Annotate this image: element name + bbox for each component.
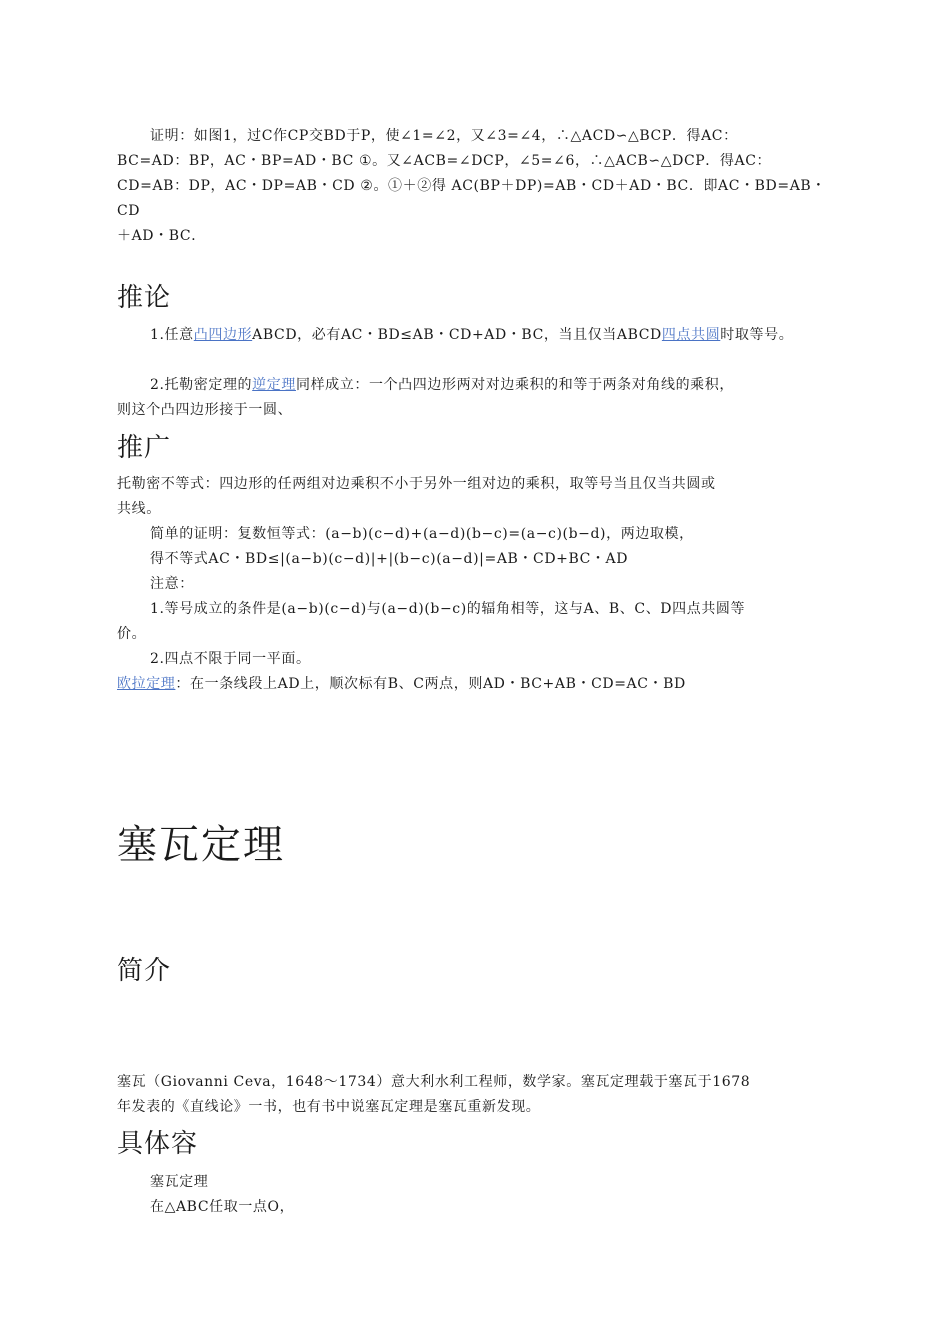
ceva-content-heading: 具体容	[117, 1129, 199, 1159]
ceva-intro-line-1: 塞瓦（Giovanni Ceva，1648～1734）意大利水利工程师，数学家。塞瓦定理载于塞瓦于1678	[117, 1074, 751, 1090]
note-1-line-1: 1.等号成立的条件是(a−b)(c−d)与(a−d)(b−c)的辐角相等，这与A、B、C、D四点共圆等	[150, 601, 746, 617]
ceva-intro-heading: 简介	[117, 956, 172, 986]
corollary-item-2-line-2: 则这个凸四边形接于一圆、	[117, 402, 293, 418]
euler-theorem-text: ：在一条线段上AD上，顺次标有B、C两点，则AD・BC+AB・CD=AC・BD	[175, 676, 686, 692]
corollary-heading: 推论	[117, 283, 172, 313]
corollary-item-2	[117, 373, 847, 423]
corollary-item-2-text-b: 同样成立：一个凸四边形两对对边乘积的和等于两条对角线的乘积，	[295, 377, 734, 393]
ceva-content-line-2: 在△ABC任取一点O，	[150, 1199, 295, 1215]
concyclic-points-link[interactable]: 四点共圆	[661, 327, 721, 343]
generalization-body	[117, 472, 837, 697]
proof-line-4: ＋AD・BC．	[117, 228, 206, 244]
convex-quadrilateral-link[interactable]: 凸四边形	[193, 327, 253, 343]
generalization-heading: 推广	[117, 433, 172, 463]
converse-theorem-link[interactable]: 逆定理	[252, 377, 296, 393]
proof-line-3: CD=AB：DP，AC・DP=AB・CD ②。①＋②得 AC(BP＋DP)=AB・CD＋AD・BC．即AC・BD=AB・CD	[117, 178, 826, 219]
ptolemy-inequality-line-1: 托勒密不等式：四边形的任两组对边乘积不小于另外一组对边的乘积，取等号当且仅当共圆或	[117, 476, 716, 492]
note-label: 注意：	[150, 576, 194, 592]
ceva-title: 塞瓦定理	[117, 822, 285, 868]
note-2: 2.四点不限于同一平面。	[150, 651, 311, 667]
euler-theorem-line	[117, 672, 837, 697]
corollary-item-1-text-c: 时取等号。	[720, 327, 794, 343]
ceva-content-line-1: 塞瓦定理	[150, 1174, 209, 1190]
corollary-item-1-text-b: ABCD，必有AC・BD≤AB・CD+AD・BC，当且仅当ABCD	[252, 327, 662, 343]
ptolemy-inequality-line-2: 共线。	[117, 501, 161, 517]
note-1-line-2: 价。	[117, 626, 147, 642]
ceva-intro-body	[117, 1070, 837, 1120]
corollary-item-2-text-a: 2.托勒密定理的	[150, 377, 253, 393]
ceva-content-body	[117, 1170, 837, 1220]
simple-proof-line-2: 得不等式AC・BD≤|(a−b)(c−d)|+|(b−c)(a−d)|=AB・CD+BC・AD	[150, 551, 629, 567]
proof-paragraph	[117, 124, 837, 249]
corollary-item-1-text-a: 1.任意	[150, 327, 194, 343]
ceva-intro-line-2: 年发表的《直线论》一书，也有书中说塞瓦定理是塞瓦重新发现。	[117, 1099, 541, 1115]
proof-line-2: BC=AD：BP，AC・BP=AD・BC ①。又∠ACB=∠DCP，∠5=∠6，∴△ACB∽△DCP．得AC：	[117, 153, 772, 169]
corollary-item-1	[117, 323, 847, 348]
proof-line-1: 证明：如图1，过C作CP交BD于P，使∠1=∠2，又∠3=∠4，∴△ACD∽△BCP．得AC：	[150, 128, 738, 144]
euler-theorem-link[interactable]: 欧拉定理	[117, 676, 176, 692]
simple-proof-line-1: 简单的证明：复数恒等式：(a−b)(c−d)+(a−d)(b−c)=(a−c)(b−d)，两边取模，	[150, 526, 694, 542]
